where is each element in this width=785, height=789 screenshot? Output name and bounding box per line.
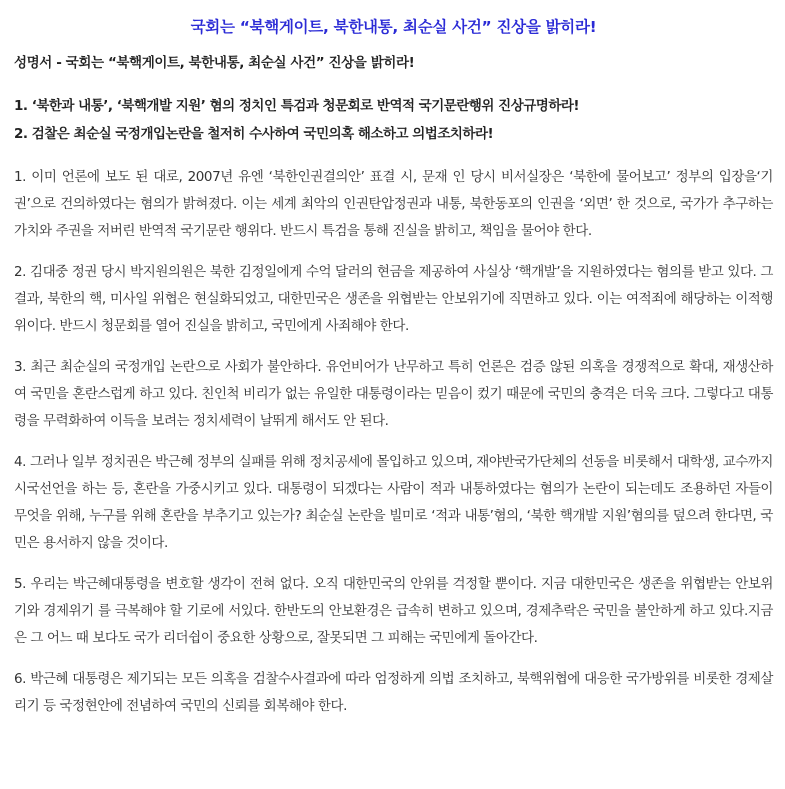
statement-paragraph: 1. 이미 언론에 보도 된 대로, 2007년 유엔 ‘북한인권결의안’ 표결 시, 문재 인 당시 비서실장은 ‘북한에 물어보고’ 정부의 입장을‘기권’으로 건의하였다는 혐의가 밝혀졌다. 이는 세계 최악의 인권탄압정권과 내통, 북한동포의 인권을 ‘외면’ 한 것으로, 국가가 추구하는 가치와 주권을 저버린 반역적 국기문란 행위다. 반드시 특검을 통해 진실을 밝히고, 책임을 물어야 한다. bbox=[14, 169, 773, 239]
demands-list bbox=[14, 92, 773, 148]
statement-subtitle: 성명서 - 국회는 “북핵게이트, 북한내통, 최순실 사건” 진상을 밝히라! bbox=[14, 55, 415, 71]
page-title: 국회는 “북핵게이트, 북한내통, 최순실 사건” 진상을 밝히라! bbox=[190, 18, 597, 36]
statement-paragraph: 2. 김대중 정권 당시 박지원의원은 북한 김정일에게 수억 달러의 현금을 제공하여 사실상 ‘핵개발’을 지원하였다는 혐의를 받고 있다. 그 결과, 북한의 핵, 미사일 위협은 현실화되었고, 대한민국은 생존을 위협받는 안보위기에 직면하고 있다. 이는 여적죄에 해당하는 이적행위이다. 반드시 청문회를 열어 진실을 밝히고, 국민에게 사죄해야 한다. bbox=[14, 264, 773, 334]
statement-paragraph: 4. 그러나 일부 정치권은 박근혜 정부의 실패를 위해 정치공세에 몰입하고 있으며, 재야반국가단체의 선동을 비롯해서 대학생, 교수까지 시국선언을 하는 등, 혼란을 가중시키고 있다. 대통령이 되겠다는 사람이 적과 내통하였다는 혐의가 논란이 되는데도 조용하던 자들이 무엇을 위해, 누구를 위해 혼란을 부추기고 있는가? 최순실 논란을 빌미로 ‘적과 내통’혐의, ‘북한 핵개발 지원’혐의를 덮으려 한다면, 국민은 용서하지 않을 것이다. bbox=[14, 454, 773, 551]
statement-paragraph: 5. 우리는 박근혜대통령을 변호할 생각이 전혀 없다. 오직 대한민국의 안위를 걱정할 뿐이다. 지금 대한민국은 생존을 위협받는 안보위기와 경제위기 를 극복해야 할 기로에 서있다. 한반도의 안보환경은 급속히 변하고 있으며, 경제추락은 국민을 불안하게 하고 있다.지금은 그 어느 때 보다도 국가 리더쉽이 중요한 상황으로, 잘못되면 그 피해는 국민에게 돌아간다. bbox=[14, 576, 773, 646]
demand-item: 1. ‘북한과 내통’, ‘북핵개발 지원’ 혐의 정치인 특검과 청문회로 반역적 국기문란행위 진상규명하라! bbox=[14, 98, 580, 114]
demand-item: 2. 검찰은 최순실 국정개입논란을 철저히 수사하여 국민의혹 해소하고 의법조치하라! bbox=[14, 126, 494, 142]
statement-paragraph: 3. 최근 최순실의 국정개입 논란으로 사회가 불안하다. 유언비어가 난무하고 특히 언론은 검증 않된 의혹을 경쟁적으로 확대, 재생산하여 국민을 혼란스럽게 하고 있다. 친인척 비리가 없는 유일한 대통령이라는 믿음이 컸기 때문에 국민의 충격은 더욱 크다. 그렇다고 대통령을 무력화하여 이득을 보려는 정치세력이 날뛰게 해서도 안 된다. bbox=[14, 359, 773, 429]
statement-paragraph: 6. 박근혜 대통령은 제기되는 모든 의혹을 검찰수사결과에 따라 엄정하게 의법 조치하고, 북핵위협에 대응한 국가방위를 비롯한 경제살리기 등 국정현안에 전념하여 국민의 신뢰를 회복해야 한다. bbox=[14, 671, 773, 714]
